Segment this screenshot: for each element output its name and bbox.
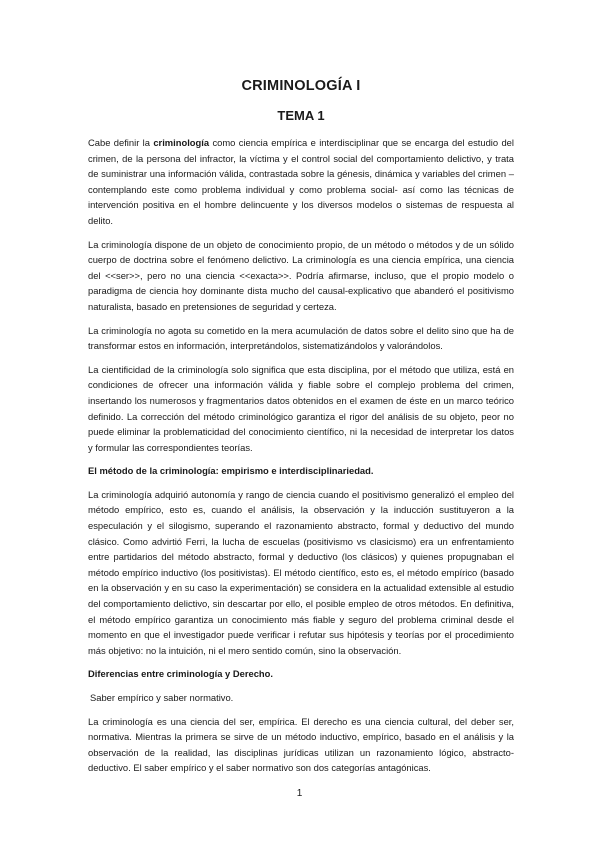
- paragraph-metodo: La criminología adquirió autonomía y rango de ciencia cuando el positivismo generalizó el empleo del método empírico, esto es, cuando el análisis, la observación y la inducción sustituyeron a la especulación y el silogismo, superando el razonamiento abstracto, formal y deductivo del mundo clásico. Como advirtió Ferri, la lucha de escuelas (positivismo vs clasicismo) era un enfrentamiento entre partidarios del método abstracto, formal y deductivo (los clásicos) y quienes propugnaban el método empírico inductivo (los positivistas). El método científico, esto es, el método empírico (basado en la observación y en su caso la experimentación) se considera en la actualidad extensible al estudio del comportamiento delictivo, sin descartar por ello, el posible empleo de otros métodos. En definitiva, el método empírico garantiza un conocimiento más fiable y seguro del problema criminal desde el momento en que el investigador puede verificar i refutar sus hipótesis y teorías por el procedimiento más objetivo: no la intuición, ni el mero sentido común, sino la observación.: [88, 488, 514, 656]
- paragraph-definition-post: como ciencia empírica e interdisciplinar que se encarga del estudio del crimen, de la persona del infractor, la víctima y el control social del comportamiento delictivo, y trata de suministrar una información válida, contrastada sobre la génesis, dinámica y variables del crimen – contemplando este como problema individual y como problema social- así como las técnicas de intervención positiva en el hombre delincuente y los diversos modelos o sistemas de respuesta al delito.: [88, 137, 514, 226]
- subheading-saber: Saber empírico y saber normativo.: [90, 692, 234, 703]
- paragraph-cometido: La criminología no agota su cometido en la mera acumulación de datos sobre el delito sino que ha de transformar estos en información, interpretándolos, sistematizándolos y valorándolos.: [88, 324, 514, 352]
- paragraph-diferencias: La criminología es una ciencia del ser, empírica. El derecho es una ciencia cultural, del deber ser, normativa. Mientras la primera se sirve de un método inductivo, empírico, basado en el análisis y la observación de la realidad, las disciplinas jurídicas utilizan un razonamiento lógico, abstracto-deductivo. El saber empírico y el saber normativo son dos categorías antagónicas.: [88, 715, 514, 774]
- paragraph-definition: [88, 135, 514, 229]
- section-heading-diferencias: Diferencias entre criminología y Derecho.: [88, 668, 273, 680]
- paragraph-definition-pre: Cabe definir la: [88, 137, 154, 148]
- document-subtitle: TEMA 1: [277, 108, 325, 123]
- section-heading-metodo: El método de la criminología: empirismo e interdisciplinariedad.: [88, 465, 374, 477]
- page-number: 1: [296, 788, 303, 799]
- document-body: [88, 78, 514, 784]
- paragraph-cientificidad: La cientificidad de la criminología solo significa que esta disciplina, por el método que utiliza, está en condiciones de ofrecer una información válida y fiable sobre el complejo problema del crimen, insertando los numerosos y fragmentarios datos obtenidos en el examen de éste en un marco teórico definido. La corrección del método criminológico garantiza el rigor del análisis de su objeto, peor no puede eliminar la problematicidad del conocimiento científico, ni la necesidad de interpretar los datos y formular las correspondientes teorías.: [88, 363, 514, 453]
- paragraph-object: La criminología dispone de un objeto de conocimiento propio, de un método o métodos y de un sólido cuerpo de doctrina sobre el fenómeno delictivo. La criminología es una ciencia empírica, una ciencia del <<ser>>, pero no una ciencia <<exacta>>. Podría afirmarse, incluso, que el propio modelo o paradigma de ciencia hoy dominante dista mucho del causal-explicativo que abanderó el positivismo naturalista, basado en pretensiones de seguridad y certeza.: [88, 238, 514, 312]
- document-title: CRIMINOLOGÍA I: [241, 78, 361, 94]
- paragraph-definition-bold: criminología: [153, 137, 210, 148]
